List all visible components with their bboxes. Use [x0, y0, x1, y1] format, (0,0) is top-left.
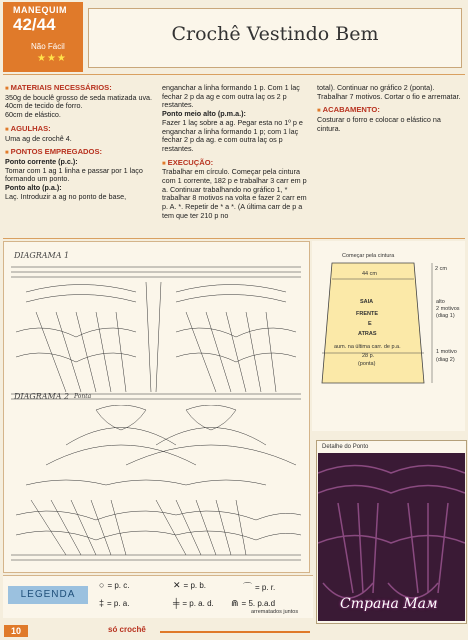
legend-slip: ⌒ = p. r.: [243, 582, 276, 592]
divider: [3, 238, 465, 239]
difficulty-label: Não Fácil: [31, 42, 65, 51]
legend: [3, 575, 313, 618]
schematic-and-label: E: [368, 321, 372, 327]
schematic-height-label: 2 cm: [435, 266, 447, 272]
crochet-diagrams: [3, 241, 310, 573]
magazine-name: só crochê: [108, 625, 146, 634]
needles-line-1: Uma ag de crochê 4.: [5, 133, 72, 143]
schematic-skirt-label: SAIA: [360, 299, 374, 305]
schematic-front-label: FRENTE: [356, 311, 378, 317]
oval-icon: ○: [99, 580, 105, 590]
schematic-right-label-2: 2 motivos: [436, 306, 460, 312]
stitches-heading: ■ PONTOS EMPREGADOS:: [5, 148, 155, 158]
schematic-right-label-5: (diag 2): [436, 357, 455, 363]
legend-chain: ○ = p. c.: [99, 580, 130, 590]
execution-heading: ■ EXECUÇÃO:: [162, 159, 312, 169]
cross-icon: ✕: [173, 580, 181, 590]
double-crochet-title: Ponto alto (p.a.):: [5, 183, 62, 193]
diagram-2-label: DIAGRAMA 2: [14, 392, 70, 401]
legend-cluster-note: arrematados juntos: [251, 609, 299, 615]
half-double-text: Fazer 1 laç sobre a ag. Pegar esta no 1º p e enganchar a linha formando 1 p; com 1 laç fechar 2 p da ag. e com outra laç os p restantes.: [162, 117, 303, 153]
text-column-2: [162, 84, 312, 221]
schematic-right-label-4: 1 motivo: [436, 349, 457, 355]
schematic-point-label: (ponta): [358, 361, 376, 367]
legend-title: LEGENDA: [8, 586, 88, 604]
schematic-increase-label: aum. na última carr. de p.a.: [334, 344, 401, 350]
arc-icon: ⌒: [243, 582, 253, 592]
legend-double: ‡ = p. a.: [99, 598, 130, 608]
diagram-2-chart: [6, 405, 306, 565]
treble-crochet-icon: ╪: [173, 598, 180, 608]
execution-text: Trabalhar em círculo. Começar pela cintura com 1 corrente, 182 p e trabalhar 3 carr em p a. Continuar trabalhando no gráfico 1, * trabalhar 8 motivos na volta e fazer 2 carr em p. A. *. Repetir de * a *. (A última carr de p a tem que ter 210 p no: [162, 167, 307, 220]
double-crochet-text: Laç. Introduzir a ag no ponto de base,: [5, 191, 127, 201]
photo-caption: Detalhe do Ponto: [322, 444, 369, 450]
schematic-stitch-count: 28 p.: [362, 353, 375, 359]
page-footer: [0, 622, 468, 640]
legend-single: ✕ = p. b.: [173, 580, 207, 590]
needles-heading: ■ AGULHAS:: [5, 125, 155, 135]
materials-line-3: 60cm de elástico.: [5, 110, 61, 120]
schematic-width: 44 cm: [362, 271, 377, 277]
skirt-schematic: [312, 241, 465, 431]
legend-cluster: ⋒ = 5. p.a.d: [231, 598, 276, 608]
page-title: Crochê Vestindo Bem: [171, 23, 379, 45]
schematic-back-label: ATRAS: [358, 331, 377, 337]
schematic-start-label: Começar pela cintura: [342, 253, 395, 259]
double-crochet-continued: enganchar a linha formando 1 p. Com 1 laç fechar 2 p da ag e com outra laç os 2 p restantes.: [162, 83, 300, 110]
size-value: 42/44: [13, 15, 56, 34]
chain-stitch-title: Ponto corrente (p.c.):: [5, 156, 78, 166]
finishing-heading: ■ ACABAMENTO:: [317, 106, 463, 116]
diagram-2-sublabel: Ponta: [74, 393, 92, 400]
text-column-1: [5, 84, 155, 201]
materials-heading: ■ MATERIAIS NECESSÁRIOS:: [5, 84, 155, 94]
schematic-right-label-1: alto: [436, 299, 445, 305]
materials-line-1: 350g de bouclê grosso de seda matizada uva.: [5, 92, 153, 102]
size-badge: [3, 2, 83, 72]
chain-stitch-text: Tomar com 1 ag 1 linha e passar por 1 laço formando um ponto.: [5, 165, 143, 184]
legend-treble: ╪ = p. a. d.: [173, 598, 214, 608]
half-double-title: Ponto meio alto (p.m.a.):: [162, 109, 246, 119]
diagram-1-label: DIAGRAMA 1: [14, 251, 70, 260]
finishing-text: Costurar o forro e colocar o elástico na cintura.: [317, 115, 441, 133]
execution-continued: total). Continuar no gráfico 2 (ponta). Trabalhar 7 motivos. Cortar o fio e arrematar.: [317, 83, 461, 101]
footer-rule: [160, 631, 310, 633]
schematic-right-label-3: (diag 1): [436, 313, 455, 319]
double-crochet-icon: ‡: [99, 598, 105, 608]
materials-line-2: 40cm de tecido de forro.: [5, 101, 83, 111]
watermark-logo: Страна Мам: [340, 596, 438, 612]
divider: [3, 74, 465, 75]
title-banner: [88, 8, 462, 68]
size-label: MANEQUIM: [13, 5, 67, 15]
diagram-1-chart: [6, 262, 306, 402]
cluster-icon: ⋒: [231, 598, 239, 608]
text-column-3: [317, 84, 463, 134]
page-number: 10: [4, 625, 28, 637]
difficulty-stars: ★★★: [37, 53, 67, 64]
